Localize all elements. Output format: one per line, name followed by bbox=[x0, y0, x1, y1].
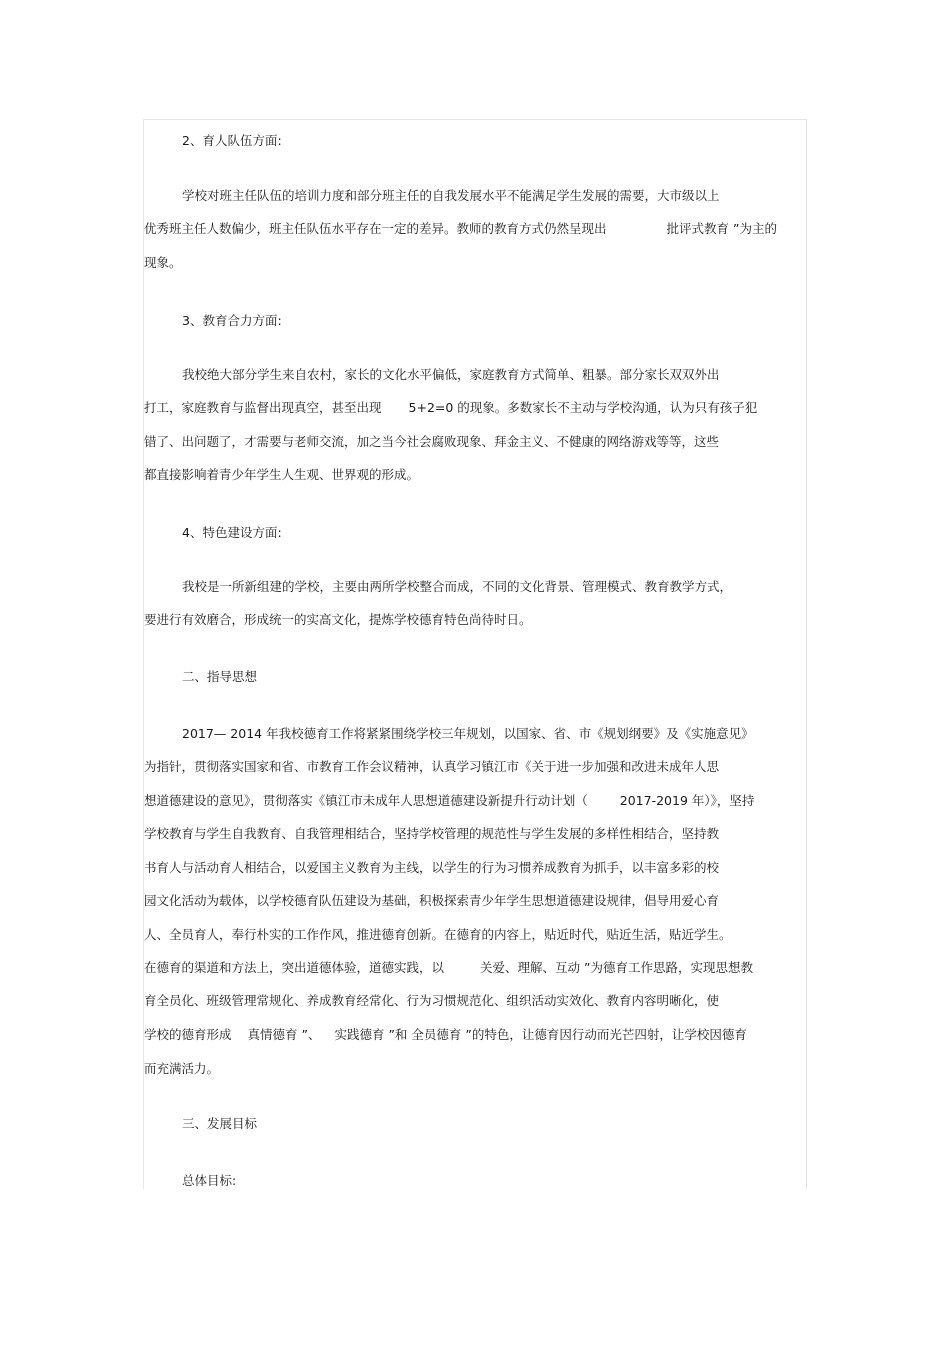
heading-feature-building: 4、特色建设方面: bbox=[182, 525, 282, 540]
paragraph-line: 园文化活动为载体，以学校德育队伍建设为基础，积极探索青少年学生思想道德建设规律，倡导用爱心育 bbox=[144, 893, 720, 908]
paragraph-line: 为指针，贯彻落实国家和省、市教育工作会议精神，认真学习镇江市《关于进一步加强和改进未成年人思 bbox=[144, 759, 720, 774]
subheading-overall-goal: 总体目标: bbox=[182, 1173, 237, 1188]
paragraph-line: 都直接影响着青少年学生人生观、世界观的形成。 bbox=[144, 467, 420, 482]
paragraph-line: 人、全员育人，奉行朴实的工作作风，推进德育创新。在德育的内容上，贴近时代，贴近生活，贴近学生。 bbox=[144, 927, 732, 942]
paragraph-line: 我校是一所新组建的学校，主要由两所学校整合而成，不同的文化背景、管理模式、教育教学方式， bbox=[182, 579, 733, 594]
paragraph-line: 学校教育与学生自我教育、自我管理相结合，坚持学校管理的规范性与学生发展的多样性相结合，坚持教 bbox=[144, 826, 720, 841]
paragraph-line: 现象。 bbox=[144, 255, 182, 270]
paragraph-line: 2017— 2014 年我校德育工作将紧紧围绕学校三年规划，以国家、省、市《规划纲要》及《实施意见》 bbox=[182, 726, 754, 741]
paragraph-line: 育全员化、班级管理常规化、养成教育经常化、行为习惯规范化、组织活动实效化、教育内容明晰化，使 bbox=[144, 993, 720, 1008]
paragraph-line: 我校绝大部分学生来自农村，家长的文化水平偏低，家庭教育方式简单、粗暴。部分家长双双外出 bbox=[182, 367, 720, 382]
heading-development-goals: 三、发展目标 bbox=[182, 1116, 258, 1131]
paragraph-line: 要进行有效磨合，形成统一的实高文化，提炼学校德育特色尚待时日。 bbox=[144, 612, 532, 627]
paragraph-line: 想道德建设的意见》，贯彻落实《镇江市未成年人思想道德建设新提升行动计划（ 2017-2019 年）》，坚持 bbox=[144, 793, 755, 808]
paragraph-line: 打工，家庭教育与监督出现真空，甚至出现 5+2=0 的现象。多数家长不主动与学校沟通，认为只有孩子犯 bbox=[144, 400, 758, 415]
paragraph-line: 学校对班主任队伍的培训力度和部分班主任的自我发展水平不能满足学生发展的需要，大市级以上 bbox=[182, 188, 720, 203]
paragraph-line: 书育人与活动育人相结合，以爱国主义教育为主线，以学生的行为习惯养成教育为抓手，以丰富多彩的校 bbox=[144, 860, 720, 875]
paragraph-line: 优秀班主任人数偏少，班主任队伍水平存在一定的差异。教师的教育方式仍然呈现出 批评式教育 ”为主的 bbox=[144, 221, 777, 236]
heading-education-synergy: 3、教育合力方面: bbox=[182, 313, 282, 328]
paragraph-line: 学校的德育形成 真情德育 ”、 实践德育 ”和 全员德育 ”的特色，让德育因行动而光芒四射，让学校因德育 bbox=[144, 1027, 747, 1042]
paragraph-line: 错了、出问题了，才需要与老师交流，加之当今社会腐败现象、拜金主义、不健康的网络游戏等等，这些 bbox=[144, 434, 720, 449]
paragraph-line: 在德育的渠道和方法上，突出道德体验，道德实践，以 关爱、理解、互动 ”为德育工作思路，实现思想教 bbox=[144, 960, 753, 975]
paragraph-line: 而充满活力。 bbox=[144, 1061, 220, 1076]
heading-education-team: 2、育人队伍方面: bbox=[182, 133, 282, 148]
heading-guiding-ideology: 二、指导思想 bbox=[182, 669, 258, 684]
